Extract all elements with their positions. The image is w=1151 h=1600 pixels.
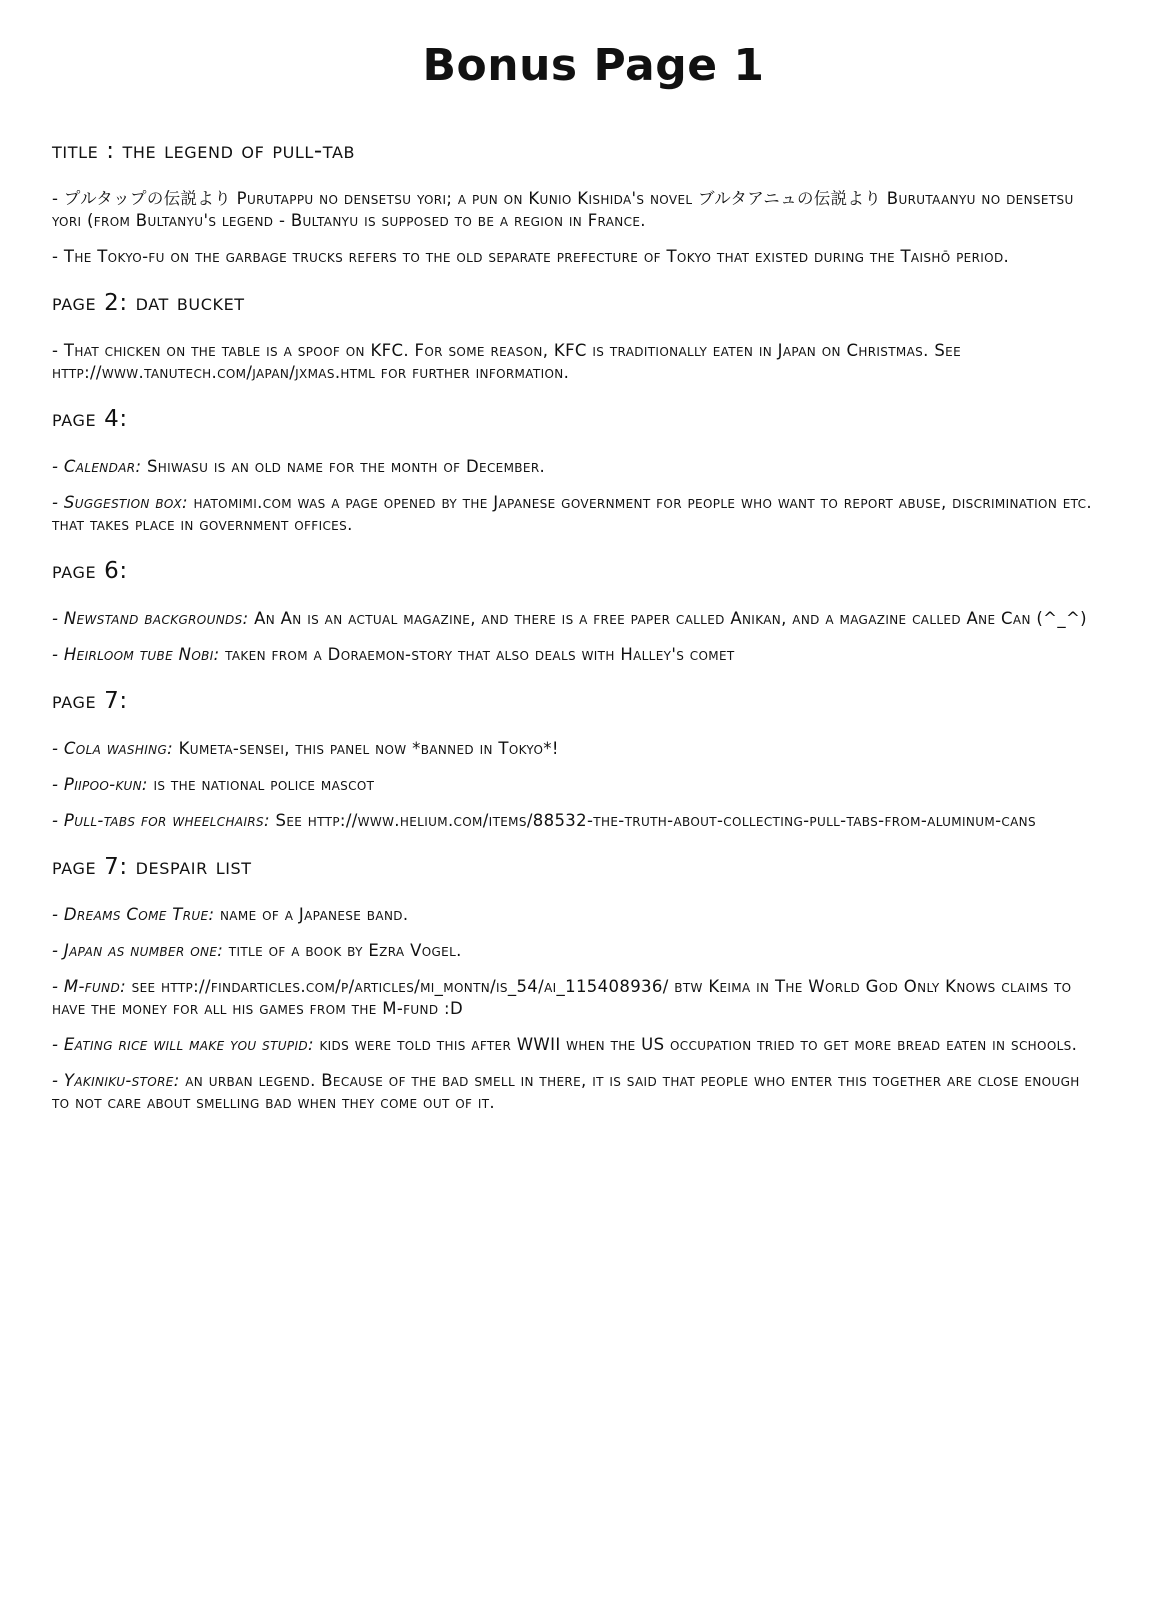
note-term: - Heirloom tube Nobi: [52,645,220,664]
note-text: An An is an actual magazine, and there is a free paper called Anikan, and a magazine called Ane Can (^_^) [248,609,1087,628]
notes-content [52,136,1092,1114]
note-text: name of a Japanese band. [214,905,409,924]
note-term: - Calendar: [52,457,142,476]
note-term: - Pull-tabs for wheelchairs: [52,811,270,830]
note-text: See http://www.helium.com/items/88532-the-truth-about-collecting-pull-tabs-from-aluminum-cans [269,811,1036,830]
section-heading-page-4: page 4: [52,406,128,432]
note-newstand [52,608,1092,630]
note-dreams-come-true [52,904,1092,926]
note-text: - That chicken on the table is a spoof on KFC. For some reason, KFC is traditionally eaten in Japan on Christmas. See http://www.tanutech.com/japan/jxmas.html for further information. [52,341,962,382]
note-eating-rice [52,1034,1092,1056]
note-suggestion-box [52,492,1092,536]
page-title: Bonus Page 1 [422,40,765,91]
note-term: - Japan as number one: [52,941,224,960]
section-heading-page-2: page 2: dat bucket [52,290,245,316]
note-text: kids were told this after WWII when the US occupation tried to get more bread eaten in schools. [313,1035,1078,1054]
note-text: - The Tokyo-fu on the garbage trucks refers to the old separate prefecture of Tokyo that existed during the Taishō period. [52,247,1010,266]
section-heading-title: title : the legend of pull-tab [52,138,356,164]
note-tokyo-fu [52,246,1092,268]
note-term: - Cola washing: [52,739,174,758]
note-text: an urban legend. Because of the bad smell in there, it is said that people who enter this together are close enough to not care about smelling bad when they come out of it. [52,1071,1080,1112]
note-chicken [52,340,1092,384]
note-text: Kumeta-sensei, this panel now *banned in Tokyo*! [173,739,559,758]
note-purutappu [52,188,1092,232]
note-term: - Suggestion box: [52,493,188,512]
note-term: - Dreams Come True: [52,905,215,924]
note-cola-washing [52,738,1092,760]
note-text: title of a book by Ezra Vogel. [223,941,462,960]
note-piipoo-kun [52,774,1092,796]
note-term: - Newstand backgrounds: [52,609,249,628]
note-term: - Eating rice will make you stupid: [52,1035,314,1054]
note-text: taken from a Doraemon-story that also deals with Halley's comet [219,645,735,664]
section-heading-despair-list: page 7: despair list [52,854,252,880]
note-pull-tabs [52,810,1092,832]
note-heirloom-tube [52,644,1092,666]
note-text: is the national police mascot [147,775,375,794]
section-heading-page-6: page 6: [52,558,128,584]
note-calendar [52,456,1092,478]
note-term: - Piipoo-kun: [52,775,148,794]
note-yakiniku-store [52,1070,1092,1114]
section-heading-page-7: page 7: [52,688,128,714]
note-term: - Yakiniku-store: [52,1071,180,1090]
note-text: - プルタップの伝説より Purutappu no densetsu yori; a pun on Kunio Kishida's novel ブルタアニュの伝説より Burutaanyu no densetsu yori (from Bultanyu's legend - Bultanyu is supposed to be a region in France. [52,189,1074,230]
note-japan-number-one [52,940,1092,962]
note-m-fund [52,976,1092,1020]
note-text: hatomimi.com was a page opened by the Japanese government for people who want to report abuse, discrimination etc. that takes place in government offices. [52,493,1092,534]
note-text: Shiwasu is an old name for the month of December. [141,457,546,476]
note-term: - M-fund: [52,977,127,996]
note-text: see http://findarticles.com/p/articles/mi_montn/is_54/ai_115408936/ btw Keima in The World God Only Knows claims to have the money for all his games from the M-fund :D [52,977,1072,1018]
